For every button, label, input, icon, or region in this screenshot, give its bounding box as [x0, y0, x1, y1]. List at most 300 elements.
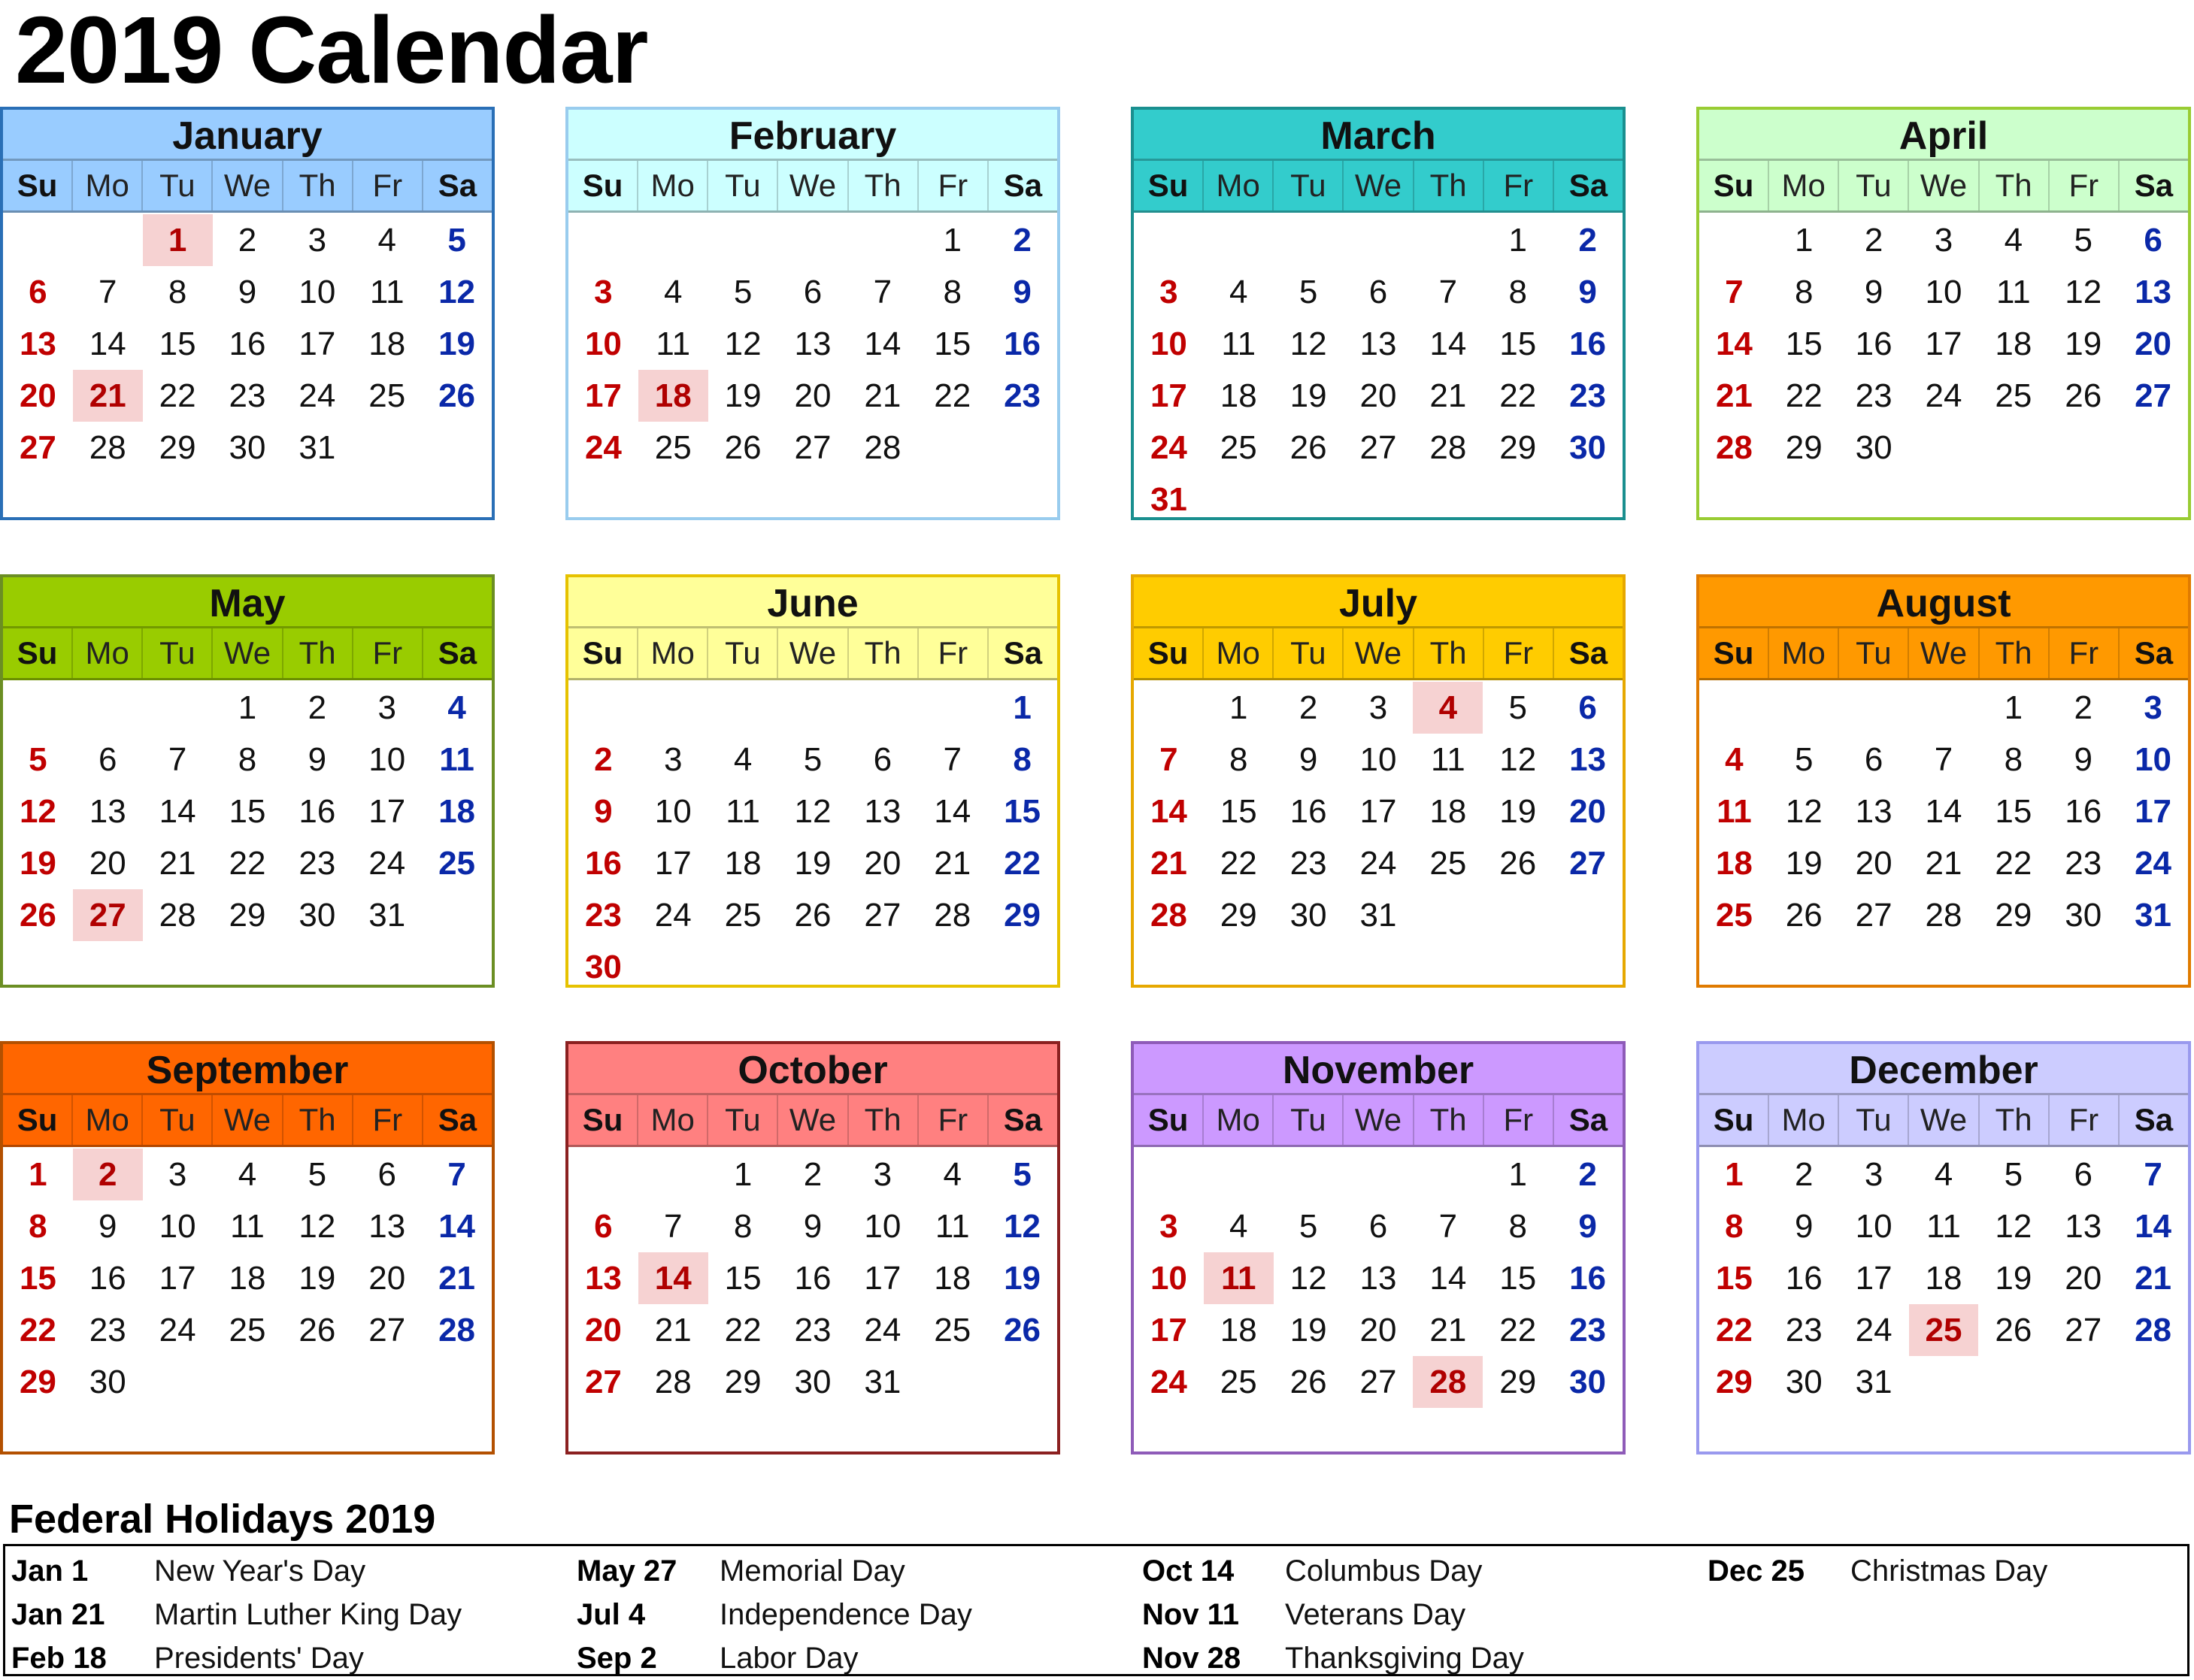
holiday-day-cell: 18: [638, 370, 708, 422]
day-cell: 6: [2074, 1156, 2092, 1193]
day-cell: 30: [2065, 897, 2102, 934]
day-cell: 15: [1785, 325, 1823, 362]
day-cell: 12: [724, 325, 762, 362]
month-may: [0, 574, 495, 988]
weekday-label: Sa: [2134, 635, 2174, 670]
day-cell: 6: [1368, 1208, 1388, 1245]
month-title: October: [568, 1044, 1057, 1095]
weekday-label: Fr: [919, 628, 989, 678]
weekday-label: Fr: [2050, 1095, 2120, 1145]
holiday-name: Columbus Day: [1285, 1554, 1483, 1588]
day-cell: 11: [726, 793, 760, 830]
day-cell: 22: [1499, 1312, 1537, 1349]
day-cell: 9: [594, 793, 613, 830]
day-cell: 13: [1359, 1260, 1397, 1297]
day-cell: 24: [864, 1312, 902, 1349]
weekday-label: We: [1344, 1095, 1414, 1145]
holiday-name: Labor Day: [720, 1642, 859, 1675]
day-cell: 26: [1499, 845, 1537, 882]
day-cell: 12: [1004, 1208, 1041, 1245]
day-cell: 11: [1431, 741, 1465, 778]
day-cell: 3: [308, 222, 327, 259]
weekday-label: Sa: [438, 635, 477, 670]
weekday-label: Tu: [1839, 161, 1909, 210]
day-cell: 16: [89, 1260, 126, 1297]
day-cell: 8: [238, 741, 257, 778]
day-grid: [568, 213, 1057, 474]
month-title: December: [1699, 1044, 2188, 1095]
day-cell: 13: [1359, 325, 1397, 362]
month-title: August: [1699, 577, 2188, 628]
weekday-label: Sa: [1003, 635, 1043, 670]
day-cell: 3: [168, 1156, 187, 1193]
weekday-label: Mo: [638, 1095, 708, 1145]
day-cell: 13: [1569, 741, 1607, 778]
holiday-entry: [1142, 1593, 1699, 1636]
day-cell: 16: [584, 845, 622, 882]
day-cell: 11: [369, 274, 405, 310]
day-cell: 17: [654, 845, 692, 882]
day-cell: 22: [1004, 845, 1041, 882]
day-grid: [3, 1147, 492, 1408]
day-cell: 5: [29, 741, 47, 778]
weekday-label: Su: [568, 1095, 638, 1145]
holiday-name: Memorial Day: [720, 1554, 905, 1588]
holiday-entry: [1142, 1549, 1699, 1593]
weekday-header: [568, 161, 1057, 213]
day-cell: 14: [1715, 325, 1753, 362]
day-cell: 3: [1934, 222, 1953, 259]
day-grid: [3, 680, 492, 941]
weekday-label: Sa: [438, 1102, 477, 1137]
weekday-label: Su: [1134, 1095, 1204, 1145]
weekday-label: Tu: [143, 628, 213, 678]
day-cell: 19: [1995, 1260, 2032, 1297]
day-cell: 23: [584, 897, 622, 934]
day-cell: 4: [377, 222, 396, 259]
day-cell: 29: [1499, 429, 1537, 466]
day-cell: 10: [2135, 741, 2172, 778]
day-cell: 30: [298, 897, 336, 934]
day-cell: 9: [308, 741, 327, 778]
day-cell: 3: [1864, 1156, 1883, 1193]
day-cell: 17: [1359, 793, 1397, 830]
weekday-header: [1699, 628, 2188, 680]
day-cell: 9: [1864, 274, 1883, 310]
day-cell: 15: [229, 793, 266, 830]
day-cell: 23: [1569, 1312, 1607, 1349]
day-cell: 16: [298, 793, 336, 830]
weekday-label: Mo: [1204, 1095, 1274, 1145]
day-cell: 9: [1299, 741, 1318, 778]
weekday-label: Th: [1414, 1095, 1484, 1145]
day-cell: 21: [1429, 377, 1467, 414]
day-cell: 9: [1795, 1208, 1814, 1245]
day-cell: 26: [298, 1312, 336, 1349]
day-cell: 5: [733, 274, 753, 310]
month-title: February: [568, 110, 1057, 161]
day-cell: 18: [934, 1260, 971, 1297]
day-cell: 11: [935, 1208, 970, 1245]
day-cell: 6: [1578, 689, 1597, 726]
day-cell: 20: [1359, 1312, 1397, 1349]
day-cell: 8: [733, 1208, 753, 1245]
day-cell: 27: [368, 1312, 406, 1349]
day-cell: 7: [98, 274, 117, 310]
weekday-label: Sa: [1003, 1102, 1043, 1137]
weekday-label: Fr: [2050, 161, 2120, 210]
day-cell: 28: [1925, 897, 1962, 934]
weekday-label: We: [1344, 161, 1414, 210]
weekday-header: [1134, 1095, 1623, 1147]
weekday-label: Th: [283, 161, 353, 210]
day-cell: 10: [1150, 1260, 1187, 1297]
day-cell: 29: [159, 429, 196, 466]
day-cell: 26: [1004, 1312, 1041, 1349]
day-cell: 4: [1229, 274, 1248, 310]
day-cell: 10: [1925, 274, 1962, 310]
day-cell: 1: [733, 1156, 753, 1193]
day-cell: 7: [1159, 741, 1178, 778]
holiday-name: Thanksgiving Day: [1285, 1642, 1524, 1675]
day-cell: 6: [1368, 274, 1388, 310]
holiday-name: New Year's Day: [154, 1554, 366, 1588]
day-cell: 25: [654, 429, 692, 466]
day-cell: 23: [1004, 377, 1041, 414]
day-cell: 1: [29, 1156, 47, 1193]
holiday-entry: [1142, 1636, 1699, 1680]
weekday-label: We: [213, 161, 283, 210]
day-cell: 5: [1508, 689, 1527, 726]
holiday-name: Martin Luther King Day: [154, 1598, 462, 1631]
month-title: July: [1134, 577, 1623, 628]
day-grid: [568, 1147, 1057, 1408]
day-cell: 28: [89, 429, 126, 466]
day-cell: 22: [724, 1312, 762, 1349]
day-cell: 14: [864, 325, 902, 362]
day-cell: 24: [584, 429, 622, 466]
day-cell: 26: [1289, 1364, 1327, 1400]
day-cell: 30: [1855, 429, 1892, 466]
day-cell: 22: [1499, 377, 1537, 414]
holiday-name: Veterans Day: [1285, 1598, 1466, 1631]
day-cell: 14: [2135, 1208, 2172, 1245]
day-cell: 12: [298, 1208, 336, 1245]
weekday-label: Sa: [1003, 168, 1043, 203]
weekday-label: Su: [3, 161, 73, 210]
day-cell: 1: [1229, 689, 1248, 726]
weekday-header: [1134, 161, 1623, 213]
day-cell: 6: [594, 1208, 613, 1245]
weekday-header: [1699, 1095, 2188, 1147]
day-cell: 31: [1150, 481, 1187, 518]
day-cell: 19: [19, 845, 56, 882]
weekday-label: Su: [1134, 628, 1204, 678]
day-cell: 1: [1013, 689, 1032, 726]
weekday-label: Fr: [2050, 628, 2120, 678]
day-cell: 15: [159, 325, 196, 362]
day-cell: 25: [368, 377, 406, 414]
day-cell: 11: [439, 741, 474, 778]
weekday-label: Tu: [1839, 1095, 1909, 1145]
day-cell: 14: [438, 1208, 476, 1245]
day-cell: 11: [1221, 325, 1256, 362]
day-cell: 28: [1715, 429, 1753, 466]
day-cell: 15: [724, 1260, 762, 1297]
weekday-label: We: [1909, 1095, 1979, 1145]
day-cell: 19: [438, 325, 476, 362]
day-cell: 28: [438, 1312, 476, 1349]
day-cell: 7: [664, 1208, 683, 1245]
day-cell: 26: [438, 377, 476, 414]
weekday-label: We: [778, 161, 848, 210]
weekday-label: Mo: [1769, 628, 1839, 678]
day-cell: 18: [229, 1260, 266, 1297]
day-cell: 28: [1150, 897, 1187, 934]
day-cell: 25: [1715, 897, 1753, 934]
day-cell: 13: [2135, 274, 2172, 310]
holiday-date: Dec 25: [1708, 1554, 1805, 1588]
day-cell: 8: [943, 274, 962, 310]
day-cell: 13: [794, 325, 832, 362]
day-cell: 6: [873, 741, 892, 778]
day-cell: 9: [1013, 274, 1032, 310]
day-cell: 19: [1004, 1260, 1041, 1297]
month-march: [1131, 107, 1626, 520]
day-cell: 24: [368, 845, 406, 882]
weekday-label: We: [778, 628, 848, 678]
day-cell: 16: [2065, 793, 2102, 830]
day-cell: 18: [368, 325, 406, 362]
day-cell: 15: [934, 325, 971, 362]
day-cell: 12: [794, 793, 832, 830]
day-cell: 17: [2135, 793, 2172, 830]
day-cell: 15: [1715, 1260, 1753, 1297]
day-cell: 22: [934, 377, 971, 414]
holiday-day-cell: 4: [1413, 682, 1483, 734]
weekday-label: Th: [1414, 628, 1484, 678]
day-cell: 15: [1499, 1260, 1537, 1297]
day-cell: 12: [1995, 1208, 2032, 1245]
day-cell: 18: [1925, 1260, 1962, 1297]
day-cell: 27: [584, 1364, 622, 1400]
month-title: November: [1134, 1044, 1623, 1095]
weekday-label: Mo: [73, 161, 143, 210]
weekday-label: Sa: [1568, 1102, 1608, 1137]
day-cell: 23: [1855, 377, 1892, 414]
month-april: [1696, 107, 2191, 520]
weekday-header: [568, 628, 1057, 680]
weekday-label: Su: [568, 628, 638, 678]
day-cell: 31: [1855, 1364, 1892, 1400]
day-cell: 27: [864, 897, 902, 934]
day-grid: [1699, 680, 2188, 941]
day-cell: 23: [1785, 1312, 1823, 1349]
day-cell: 21: [2135, 1260, 2172, 1297]
weekday-label: We: [213, 1095, 283, 1145]
day-cell: 19: [794, 845, 832, 882]
day-cell: 24: [159, 1312, 196, 1349]
day-cell: 20: [2135, 325, 2172, 362]
holiday-name: Independence Day: [720, 1598, 972, 1631]
weekday-label: Fr: [919, 1095, 989, 1145]
day-cell: 9: [1578, 1208, 1597, 1245]
day-cell: 13: [2065, 1208, 2102, 1245]
day-cell: 24: [1925, 377, 1962, 414]
weekday-header: [1134, 628, 1623, 680]
holiday-date: Feb 18: [11, 1642, 107, 1675]
day-cell: 2: [1013, 222, 1032, 259]
holiday-day-cell: 2: [73, 1149, 143, 1200]
day-cell: 20: [368, 1260, 406, 1297]
day-cell: 14: [1429, 1260, 1467, 1297]
day-cell: 21: [864, 377, 902, 414]
day-cell: 13: [1855, 793, 1892, 830]
day-cell: 20: [584, 1312, 622, 1349]
day-cell: 21: [1429, 1312, 1467, 1349]
day-cell: 13: [19, 325, 56, 362]
day-cell: 21: [1925, 845, 1962, 882]
weekday-label: Th: [849, 161, 919, 210]
weekday-label: We: [1344, 628, 1414, 678]
day-cell: 3: [594, 274, 613, 310]
holidays-table: [3, 1544, 2189, 1676]
weekday-label: Su: [1699, 161, 1769, 210]
weekday-label: Fr: [353, 1095, 423, 1145]
day-cell: 1: [2004, 689, 2023, 726]
month-title: June: [568, 577, 1057, 628]
holiday-date: Nov 28: [1142, 1642, 1241, 1675]
day-cell: 26: [19, 897, 56, 934]
day-cell: 30: [89, 1364, 126, 1400]
day-cell: 27: [2065, 1312, 2102, 1349]
day-cell: 4: [1229, 1208, 1248, 1245]
holiday-day-cell: 28: [1413, 1356, 1483, 1408]
day-cell: 12: [1499, 741, 1537, 778]
holiday-date: May 27: [577, 1554, 677, 1588]
day-cell: 20: [1359, 377, 1397, 414]
day-cell: 12: [1289, 325, 1327, 362]
weekday-label: We: [213, 628, 283, 678]
day-cell: 29: [1004, 897, 1041, 934]
holiday-entry: [577, 1549, 1133, 1593]
day-cell: 19: [1499, 793, 1537, 830]
weekday-label: Mo: [1204, 161, 1274, 210]
month-june: [565, 574, 1060, 988]
weekday-label: We: [778, 1095, 848, 1145]
day-cell: 27: [1359, 1364, 1397, 1400]
weekday-label: We: [1909, 628, 1979, 678]
weekday-label: Fr: [1484, 628, 1554, 678]
day-cell: 6: [377, 1156, 396, 1193]
holiday-entry: [11, 1593, 568, 1636]
month-september: [0, 1041, 495, 1454]
day-cell: 12: [19, 793, 56, 830]
day-cell: 30: [584, 949, 622, 985]
day-cell: 3: [1159, 274, 1178, 310]
day-cell: 14: [1150, 793, 1187, 830]
day-cell: 11: [1996, 274, 2031, 310]
holiday-day-cell: 1: [143, 214, 213, 266]
day-cell: 30: [1289, 897, 1327, 934]
day-cell: 7: [943, 741, 962, 778]
day-cell: 16: [1569, 325, 1607, 362]
day-cell: 23: [1289, 845, 1327, 882]
day-cell: 14: [1429, 325, 1467, 362]
weekday-label: We: [1909, 161, 1979, 210]
day-cell: 5: [803, 741, 823, 778]
day-cell: 10: [1359, 741, 1397, 778]
day-cell: 16: [1004, 325, 1041, 362]
day-cell: 25: [934, 1312, 971, 1349]
day-cell: 24: [1359, 845, 1397, 882]
day-cell: 28: [2135, 1312, 2172, 1349]
weekday-label: Fr: [1484, 1095, 1554, 1145]
day-cell: 26: [1289, 429, 1327, 466]
weekday-label: Su: [3, 1095, 73, 1145]
month-title: May: [3, 577, 492, 628]
day-cell: 10: [1150, 325, 1187, 362]
day-cell: 11: [230, 1208, 265, 1245]
day-cell: 9: [1578, 274, 1597, 310]
day-cell: 14: [89, 325, 126, 362]
day-cell: 18: [1995, 325, 2032, 362]
weekday-label: Su: [1134, 161, 1204, 210]
day-cell: 28: [1429, 429, 1467, 466]
day-cell: 18: [1429, 793, 1467, 830]
day-cell: 18: [724, 845, 762, 882]
day-cell: 5: [1299, 274, 1318, 310]
day-cell: 14: [934, 793, 971, 830]
day-cell: 8: [168, 274, 187, 310]
month-january: [0, 107, 495, 520]
day-cell: 8: [2004, 741, 2023, 778]
day-cell: 25: [438, 845, 476, 882]
day-cell: 7: [1725, 274, 1744, 310]
day-cell: 29: [1995, 897, 2032, 934]
holiday-date: Jul 4: [577, 1598, 646, 1631]
day-cell: 2: [1864, 222, 1883, 259]
day-cell: 14: [159, 793, 196, 830]
day-cell: 9: [2074, 741, 2092, 778]
day-cell: 2: [2074, 689, 2092, 726]
weekday-label: Tu: [708, 628, 778, 678]
day-cell: 17: [159, 1260, 196, 1297]
day-cell: 5: [1013, 1156, 1032, 1193]
day-cell: 8: [29, 1208, 47, 1245]
day-cell: 2: [1299, 689, 1318, 726]
day-cell: 16: [1569, 1260, 1607, 1297]
day-cell: 4: [1725, 741, 1744, 778]
day-cell: 29: [1499, 1364, 1537, 1400]
day-cell: 17: [864, 1260, 902, 1297]
day-cell: 5: [308, 1156, 327, 1193]
holiday-name: Presidents' Day: [154, 1642, 364, 1675]
holiday-entry: [11, 1636, 568, 1680]
month-july: [1131, 574, 1626, 988]
weekday-label: Su: [1699, 1095, 1769, 1145]
day-cell: 21: [159, 845, 196, 882]
day-cell: 29: [19, 1364, 56, 1400]
day-cell: 16: [1855, 325, 1892, 362]
day-cell: 19: [1289, 1312, 1327, 1349]
weekday-label: Th: [1414, 161, 1484, 210]
day-cell: 10: [654, 793, 692, 830]
holiday-entry: [11, 1549, 568, 1593]
weekday-label: Sa: [1568, 635, 1608, 670]
day-cell: 5: [1299, 1208, 1318, 1245]
weekday-label: Tu: [1839, 628, 1909, 678]
